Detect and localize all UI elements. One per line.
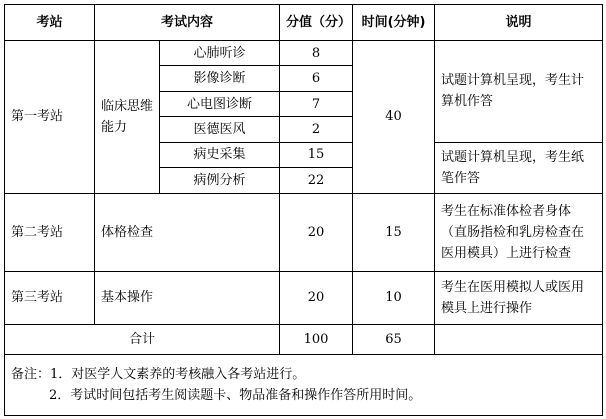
station1-item-name: 病史采集 [160, 142, 280, 167]
station1-item-score: 2 [280, 117, 353, 142]
header-description: 说明 [435, 5, 603, 41]
station1-item-score: 6 [280, 66, 353, 91]
station1-item-name: 医德医风 [160, 117, 280, 142]
station3-desc: 考生在医用模拟人或医用模具上进行操作 [435, 271, 603, 324]
total-label: 合计 [5, 324, 280, 354]
header-time: 时间(分钟) [353, 5, 435, 41]
station1-item-score: 8 [280, 41, 353, 66]
station1-item-score: 22 [280, 168, 353, 193]
station1-ability: 临床思维能力 [95, 41, 160, 194]
station1-item-score: 15 [280, 142, 353, 167]
station1-desc-paper: 试题计算机呈现，考生纸笔作答 [435, 142, 603, 193]
table-row [5, 271, 603, 324]
station2-time: 15 [353, 193, 435, 271]
station1-item-name: 病例分析 [160, 168, 280, 193]
header-content: 考试内容 [95, 5, 280, 41]
station3-content: 基本操作 [95, 271, 280, 324]
station1-time: 40 [353, 41, 435, 194]
note-line-2: 2．考试时间包括考生阅读题卡、物品准备和操作作答所用时间。 [49, 387, 422, 403]
table-row [5, 41, 603, 66]
note-line-1: 备注：1．对医学人文素养的考核融入各考站进行。 [11, 366, 306, 382]
station1-item-score: 7 [280, 91, 353, 116]
station2-desc: 考生在标准体检者身体（直肠指检和乳房检查在医用模具）上进行检查 [435, 193, 603, 271]
station2-content: 体格检查 [95, 193, 280, 271]
header-row [5, 5, 603, 41]
notes-cell [5, 354, 603, 415]
station3-time: 10 [353, 271, 435, 324]
table-row [5, 193, 603, 271]
station2-score: 20 [280, 193, 353, 271]
station3-name: 第三考站 [5, 271, 95, 324]
exam-schedule-table [4, 4, 603, 416]
total-empty-cell [435, 324, 603, 354]
total-score: 100 [280, 324, 353, 354]
station1-desc-computer: 试题计算机呈现，考生计算机作答 [435, 41, 603, 143]
notes-row [5, 354, 603, 415]
station1-item-name: 心肺听诊 [160, 41, 280, 66]
total-row [5, 324, 603, 354]
station2-name: 第二考站 [5, 193, 95, 271]
station1-item-name: 心电图诊断 [160, 91, 280, 116]
total-time: 65 [353, 324, 435, 354]
station1-name: 第一考站 [5, 41, 95, 194]
station1-item-name: 影像诊断 [160, 66, 280, 91]
header-station: 考站 [5, 5, 95, 41]
header-score: 分值（分） [280, 5, 353, 41]
station3-score: 20 [280, 271, 353, 324]
